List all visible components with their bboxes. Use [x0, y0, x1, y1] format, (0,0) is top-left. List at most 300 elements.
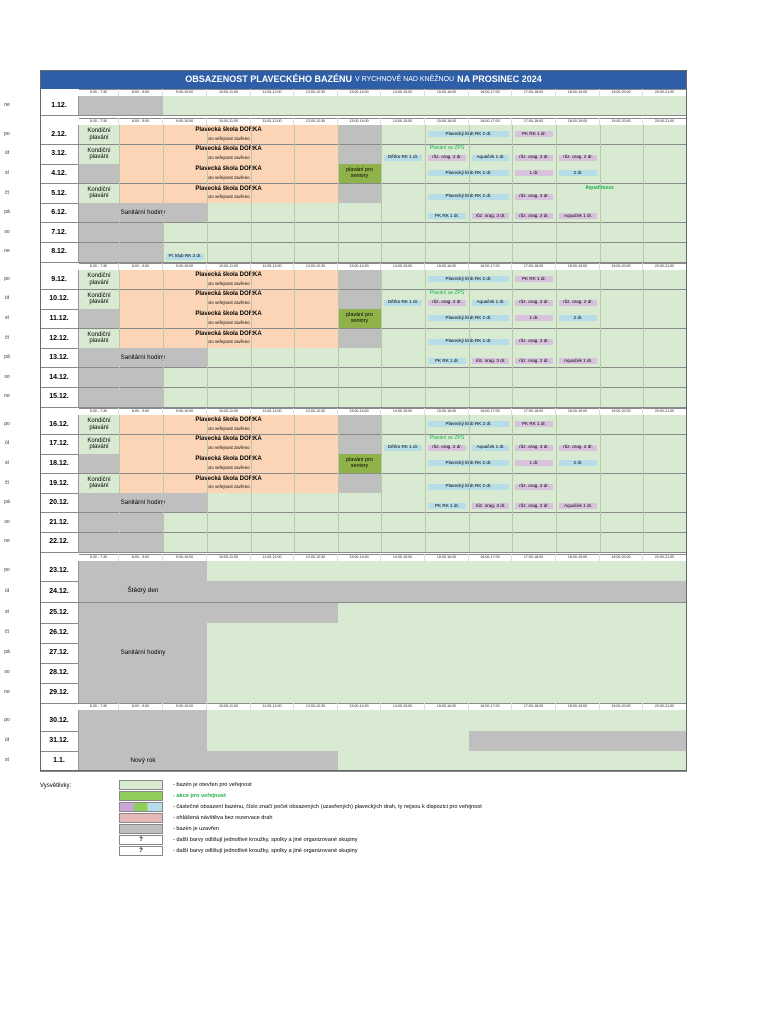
grid-line: [251, 270, 252, 407]
day-of-week: so: [4, 373, 10, 380]
lane-booking: PK RK 1 dr.: [515, 131, 553, 137]
time-slot-label: 20:00-21:00: [643, 263, 687, 270]
time-slot-label: 13:00-14:00: [338, 263, 381, 270]
legend-swatch: [119, 813, 163, 823]
open-block: [207, 731, 469, 751]
grid-line: [163, 270, 164, 407]
time-slot-label: 16:00-17:00: [469, 408, 512, 415]
lane-booking: růz. orag. 3 dr.: [515, 300, 553, 306]
time-slot-label: 18:00-19:00: [556, 554, 600, 561]
time-slot-label: 8:00 - 9:00: [119, 703, 163, 710]
time-slot-label: 19:00-20:00: [600, 408, 643, 415]
grid-line: [512, 270, 513, 407]
time-slot-label: 5:30 - 7:30: [79, 118, 119, 125]
novy-rok-label: Nový rok: [130, 756, 156, 764]
dorka-label: Plavecká škola DORKA: [195, 185, 262, 192]
grid-line: [119, 415, 120, 552]
time-slot-label: 18:00-19:00: [556, 408, 600, 415]
open-block: [207, 623, 687, 643]
time-slot-label: 8:00 - 9:00: [119, 408, 163, 415]
grid-line: [556, 415, 557, 552]
date-label: 15.12.: [40, 388, 79, 407]
time-slot-label: 20:00-21:00: [643, 703, 687, 710]
day-of-week: út: [4, 737, 10, 744]
grid-line: [556, 270, 557, 407]
day-of-week: čt: [5, 189, 9, 196]
page-title: [40, 70, 687, 89]
zavreno-label: pro veřejnost zavřeno: [207, 135, 250, 141]
dorka-label: Plavecká škola DORKA: [195, 456, 262, 463]
time-slot-label: 16:00-17:00: [469, 554, 512, 561]
closed-block: [79, 603, 338, 623]
closed-block: [338, 270, 381, 289]
lane-booking: Aquaček 1 dr.: [472, 445, 509, 451]
day-of-week: so: [4, 228, 10, 235]
lane-booking: Děťko RK 1 dr.: [384, 155, 422, 161]
zavreno-label: pro veřejnost zavřeno: [207, 425, 250, 431]
time-slot-label: 10:00-11:00: [207, 263, 251, 270]
closed-block: [79, 96, 163, 115]
day-of-week: čt: [5, 334, 9, 341]
grid-line: [163, 125, 164, 262]
time-slot-label: 10:00-11:00: [207, 703, 251, 710]
legend-swatch: [119, 802, 163, 812]
date-label: 19.12.: [40, 474, 79, 493]
grid-line: [381, 415, 382, 552]
lane-booking: Aquaček 1 dr.: [559, 503, 597, 509]
lane-booking: růz. orag. 3 dr.: [515, 194, 553, 200]
time-slot-label: 18:00-19:00: [556, 263, 600, 270]
time-slot-label: 9:00-10:00: [163, 263, 207, 270]
lane-booking: růz. orag. 2 dr.: [515, 503, 553, 509]
zavreno-label: pro veřejnost zavřeno: [207, 155, 250, 161]
date-label: 27.12.: [40, 643, 79, 663]
time-slot-label: 20:00-21:00: [643, 89, 687, 96]
time-slot-label: 9:00-10:00: [163, 554, 207, 561]
lane-booking: růz. orag. 3 dr.: [472, 358, 509, 364]
grid-line: [643, 270, 644, 407]
time-slot-label: 12:00-12:30: [294, 89, 338, 96]
time-slot-label: 13:00-14:00: [338, 703, 381, 710]
grid-line: [600, 415, 601, 552]
time-slot-label: 11:00-12:00: [251, 408, 294, 415]
date-label: 23.12.: [40, 561, 79, 581]
date-label: 16.12.: [40, 415, 79, 434]
zavreno-label: pro veřejnost zavřeno: [207, 194, 250, 200]
time-slot-label: 16:00-17:00: [469, 118, 512, 125]
date-label: 25.12.: [40, 603, 79, 623]
grid-line: [600, 125, 601, 262]
lane-booking: růz. orag. 3 dr.: [472, 213, 509, 219]
closed-block: [338, 474, 381, 493]
grid-line: [643, 415, 644, 552]
day-of-week: so: [4, 669, 10, 676]
time-slot-label: 5:30 - 7:30: [79, 408, 119, 415]
grid-line: [251, 125, 252, 262]
day-of-week: ne: [4, 393, 10, 400]
time-slot-label: 13:00-14:00: [338, 408, 381, 415]
day-of-week: st: [5, 460, 9, 467]
lane-booking: PK RK 1 dr.: [428, 213, 466, 219]
legend: [40, 780, 600, 860]
time-slot-label: 11:00-12:00: [251, 703, 294, 710]
lane-booking: Aquaček 1 dr.: [559, 213, 597, 219]
date-label: 1.1.: [40, 751, 79, 771]
dorka-label: Plavecká škola DORKA: [195, 271, 262, 278]
row-divider: [40, 552, 687, 553]
zps-label: Plavání se ZPŠ: [429, 145, 465, 152]
time-slot-label: 13:00-14:00: [338, 118, 381, 125]
closed-block: [338, 290, 381, 309]
legend-swatch: [119, 780, 163, 790]
legend-row-visit: - ohlášená návštěva bez rezervace drah: [119, 813, 599, 823]
legend-row-event: - akce pro veřejnost: [119, 791, 599, 801]
zavreno-label: pro veřejnost zavřeno: [207, 445, 250, 451]
time-slot-label: 20:00-21:00: [643, 118, 687, 125]
sanitarni-label: Sanitární hodiny: [120, 498, 166, 506]
lane-booking: růz. orag. 2 dr.: [559, 445, 597, 451]
time-slot-label: 18:00-19:00: [556, 118, 600, 125]
date-label: 20.12.: [40, 493, 79, 512]
kondicni-label: Kondiční plavání: [87, 437, 111, 451]
time-slot-label: 14:00-15:00: [381, 89, 425, 96]
date-label: 3.12.: [40, 145, 79, 164]
day-of-week: út: [4, 295, 10, 302]
closed-block: [79, 533, 163, 552]
closed-block: [79, 663, 207, 683]
closed-block: [469, 731, 687, 751]
day-of-week: út: [4, 440, 10, 447]
legend-swatch: [119, 824, 163, 834]
grid-line: [207, 125, 208, 262]
grid-line: [294, 125, 295, 262]
time-slot-label: 11:00-12:00: [251, 554, 294, 561]
open-block: [207, 561, 687, 581]
time-slot-label: 11:00-12:00: [251, 118, 294, 125]
date-label: 28.12.: [40, 663, 79, 683]
lane-booking: růz. orag. 2 dr.: [515, 358, 553, 364]
lane-booking: Plavecký klub RK 2 dr.: [428, 131, 509, 137]
date-label: 18.12.: [40, 454, 79, 473]
dorka-label: Plavecká škola DORKA: [195, 166, 262, 173]
day-of-week: čt: [5, 629, 9, 636]
time-slot-label: 14:00-15:00: [381, 263, 425, 270]
closed-block: [79, 623, 207, 643]
lane-booking: 1 dr.: [515, 315, 553, 321]
lane-booking: růz. orag. 2 dr.: [428, 445, 466, 451]
time-slot-label: 16:00-17:00: [469, 263, 512, 270]
dorka-label: Plavecká škola DORKA: [195, 126, 262, 133]
closed-block: [79, 223, 163, 242]
time-slot-label: 8:00 - 9:00: [119, 554, 163, 561]
dorka-label: Plavecká škola DORKA: [195, 436, 262, 443]
sanitarni-label: Sanitární hodiny: [120, 353, 166, 361]
time-slot-label: 10:00-11:00: [207, 554, 251, 561]
lane-booking: Plavecký klub RK 2 dr.: [428, 339, 509, 345]
date-label: 5.12.: [40, 184, 79, 203]
time-slot-label: 11:00-12:00: [251, 89, 294, 96]
time-slot-label: 14:00-15:00: [381, 408, 425, 415]
date-label: 2.12.: [40, 125, 79, 144]
legend-row-other1: ? - další barvy odlišují jednotlivé kroužky, spolky a jiné organizované skupiny: [119, 835, 599, 845]
day-of-week: po: [4, 567, 10, 574]
zps-label: Plavání se ZPŠ: [429, 290, 465, 297]
closed-block: [338, 145, 381, 164]
time-slot-label: 8:00 - 9:00: [119, 263, 163, 270]
day-of-week: st: [5, 757, 9, 764]
date-label: 11.12.: [40, 309, 79, 328]
lane-booking: Plavecký klub RK 2 dr.: [428, 315, 509, 321]
time-slot-label: 19:00-20:00: [600, 554, 643, 561]
lane-booking: růz. orag. 3 dr.: [472, 503, 509, 509]
date-label: 14.12.: [40, 368, 79, 387]
date-label: 31.12.: [40, 731, 79, 751]
day-of-week: ne: [4, 101, 10, 108]
lane-booking: Plavecký klub RK 2 dr.: [428, 170, 509, 176]
lane-booking: Aquaček 1 dr.: [472, 155, 509, 161]
time-slot-label: 17:00-18:00: [512, 263, 556, 270]
grid-line: [469, 415, 470, 552]
time-slot-label: 14:00-15:00: [381, 703, 425, 710]
stedry-label: Štědrý den: [127, 587, 159, 595]
kondicni-label: Kondiční plavání: [87, 147, 111, 161]
day-of-week: po: [4, 716, 10, 723]
time-slot-label: 5:30 - 7:30: [79, 703, 119, 710]
lane-booking: Aquaček 1 dr.: [472, 300, 509, 306]
date-label: 7.12.: [40, 223, 79, 242]
time-slot-label: 15:00-16:00: [425, 554, 469, 561]
grid-line: [512, 415, 513, 552]
time-slot-label: 10:00-11:00: [207, 408, 251, 415]
time-slot-label: 19:00-20:00: [600, 118, 643, 125]
lane-booking: růz. orag. 2 dr.: [559, 155, 597, 161]
grid-line: [294, 415, 295, 552]
title-part2: V RYCHNOVĚ NAD KNĚŽNOU: [355, 75, 455, 83]
zavreno-label: pro veřejnost zavřeno: [207, 464, 250, 470]
open-block: [338, 751, 687, 771]
time-slot-label: 10:00-11:00: [207, 89, 251, 96]
grid-line: [338, 125, 339, 262]
time-slot-label: 14:00-15:00: [381, 118, 425, 125]
kondicni-label: Kondiční plavání: [87, 292, 111, 306]
closed-block: [338, 184, 381, 203]
day-of-week: pá: [4, 354, 10, 361]
grid-line: [207, 270, 208, 407]
lane-booking: růz. orag. 3 dr.: [515, 155, 553, 161]
time-slot-label: 17:00-18:00: [512, 118, 556, 125]
closed-block: [79, 309, 119, 328]
date-label: 24.12.: [40, 581, 79, 602]
lane-booking: růz. orag. 2 dr.: [428, 300, 466, 306]
lane-booking: PK RK 1 dr.: [428, 358, 466, 364]
date-label: 26.12.: [40, 623, 79, 643]
lane-booking: Plavecký klub RK 2 dr.: [428, 421, 509, 427]
closed-block: [79, 164, 119, 183]
title-part1: OBSAZENOST PLAVECKÉHO BAZÉNU: [185, 73, 353, 84]
open-block: [207, 643, 687, 663]
seniori-label: plavání pro seniory: [346, 457, 373, 469]
closed-block: [79, 731, 207, 751]
lane-booking: Děťko RK 1 dr.: [384, 300, 422, 306]
day-of-week: út: [4, 150, 10, 157]
closed-block: [338, 415, 381, 434]
time-slot-label: 15:00-16:00: [425, 89, 469, 96]
open-block: [207, 683, 687, 703]
day-of-week: po: [4, 275, 10, 282]
grid-line: [600, 270, 601, 407]
zavreno-label: pro veřejnost zavřeno: [207, 174, 250, 180]
grid-line: [425, 270, 426, 407]
time-slot-label: 15:00-16:00: [425, 703, 469, 710]
grid-line: [163, 415, 164, 552]
date-label: 8.12.: [40, 243, 79, 262]
date-label: 17.12.: [40, 435, 79, 454]
legend-row-closed: - bazén je uzavřen: [119, 824, 599, 834]
time-slot-label: 9:00-10:00: [163, 89, 207, 96]
time-slot-label: 5:30 - 7:30: [79, 554, 119, 561]
open-block: [163, 96, 687, 115]
time-slot-label: 17:00-18:00: [512, 408, 556, 415]
time-slot-label: 10:00-11:00: [207, 118, 251, 125]
legend-row-partial: - částečné obsazení bazénu, číslo značí počet obsazených (uzavřených) plaveckých drah, ty nejsou k dispozici pro veřejnost: [119, 802, 599, 812]
day-of-week: st: [5, 315, 9, 322]
date-label: 12.12.: [40, 329, 79, 348]
lane-booking: Plavecký klub RK 2 dr.: [428, 460, 509, 466]
grid-line: [119, 270, 120, 407]
closed-block: [79, 368, 163, 387]
dorka-label: Plavecká škola DORKA: [195, 146, 262, 153]
lane-booking: 2 dr.: [559, 315, 597, 321]
zavreno-label: pro veřejnost zavřeno: [207, 339, 250, 345]
title-part3: NA PROSINEC 2024: [457, 73, 542, 84]
time-slot-label: 20:00-21:00: [643, 554, 687, 561]
time-slot-label: 13:00-14:00: [338, 89, 381, 96]
legend-row-open: - bazén je otevřen pro veřejnost: [119, 780, 599, 790]
dorka-label: Plavecká škola DORKA: [195, 311, 262, 318]
lane-booking: růz. orag. 2 dr.: [428, 155, 466, 161]
closed-block: [79, 561, 207, 581]
time-slot-label: 15:00-16:00: [425, 118, 469, 125]
date-label: 1.12.: [40, 96, 79, 115]
time-slot-label: 17:00-18:00: [512, 89, 556, 96]
open-block: [207, 663, 687, 683]
time-slot-label: 9:00-10:00: [163, 408, 207, 415]
lane-booking: růz. orag. 2 dr.: [515, 213, 553, 219]
time-slot-label: 19:00-20:00: [600, 89, 643, 96]
day-of-week: ne: [4, 538, 10, 545]
lane-booking: PK RK 1 dr.: [428, 503, 466, 509]
time-slot-label: 15:00-16:00: [425, 408, 469, 415]
open-block: [338, 603, 687, 623]
time-slot-label: 17:00-18:00: [512, 554, 556, 561]
time-slot-label: 18:00-19:00: [556, 89, 600, 96]
lane-booking: růz. orag. 3 dr.: [515, 339, 553, 345]
time-slot-label: 9:00-10:00: [163, 118, 207, 125]
day-of-week: st: [5, 170, 9, 177]
grid-line: [251, 415, 252, 552]
date-label: 21.12.: [40, 513, 79, 532]
date-label: 6.12.: [40, 203, 79, 222]
date-label: 22.12.: [40, 533, 79, 552]
grid-line: [425, 125, 426, 262]
grid-line: [469, 125, 470, 262]
time-slot-label: 14:00-15:00: [381, 554, 425, 561]
lane-booking: Plavecký klub RK 2 dr.: [428, 484, 509, 490]
time-slot-label: 8:00 - 9:00: [119, 89, 163, 96]
day-of-week: út: [4, 587, 10, 594]
lane-booking: 2 dr.: [559, 170, 597, 176]
zavreno-label: pro veřejnost zavřeno: [207, 484, 250, 490]
sanitarni-label: Sanitární hodiny: [120, 208, 166, 216]
dorka-label: Plavecká škola DORKA: [195, 416, 262, 423]
grid-line: [207, 415, 208, 552]
time-slot-label: 13:00-14:00: [338, 554, 381, 561]
date-label: 29.12.: [40, 683, 79, 703]
lane-booking: Děťko RK 1 dr.: [384, 445, 422, 451]
grid-line: [381, 270, 382, 407]
legend-swatch: [119, 791, 163, 801]
dorka-label: Plavecká škola DORKA: [195, 475, 262, 482]
closed-block: [338, 125, 381, 144]
grid-line: [425, 415, 426, 552]
closed-block: [338, 435, 381, 454]
seniori-label: plavání pro seniory: [346, 312, 373, 324]
time-slot-label: 15:00-16:00: [425, 263, 469, 270]
date-label: 10.12.: [40, 290, 79, 309]
grid-line: [643, 125, 644, 262]
grid-line: [381, 125, 382, 262]
time-slot-label: 11:00-12:00: [251, 263, 294, 270]
row-divider: [40, 115, 687, 116]
day-of-week: pá: [4, 499, 10, 506]
day-of-week: po: [4, 420, 10, 427]
lane-booking: 1 dr.: [515, 460, 553, 466]
closed-block: [79, 513, 163, 532]
kondicni-label: Kondiční plavání: [87, 273, 111, 286]
legend-title: Vysvětlivky:: [40, 783, 72, 789]
zavreno-label: pro veřejnost zavřeno: [207, 319, 250, 325]
closed-block: [79, 710, 207, 731]
time-slot-label: 12:00-12:30: [294, 118, 338, 125]
dorka-label: Plavecká škola DORKA: [195, 291, 262, 298]
lane-booking: Plavecký klub RK 2 dr.: [428, 194, 509, 200]
time-slot-label: 17:00-18:00: [512, 703, 556, 710]
grid-line: [556, 125, 557, 262]
lane-booking: Aquaček 1 dr.: [559, 358, 597, 364]
legend-swatch: ?: [119, 835, 163, 845]
grid-line: [294, 270, 295, 407]
lane-booking: Plavecký klub RK 2 dr.: [428, 276, 509, 282]
day-of-week: so: [4, 518, 10, 525]
zavreno-label: pro veřejnost zavřeno: [207, 280, 250, 286]
closed-block: [79, 454, 119, 473]
lane-booking: Pl. klub RK 2 dr.: [166, 254, 204, 260]
seniori-label: plavání pro seniory: [346, 167, 373, 179]
lane-booking: růz. orag. 3 dr.: [515, 445, 553, 451]
date-label: 13.12.: [40, 348, 79, 367]
grid-line: [512, 125, 513, 262]
day-of-week: st: [5, 609, 9, 616]
row-divider: [40, 771, 687, 772]
aquafitness-label: Aquafitness: [585, 184, 614, 191]
legend-swatch: ?: [119, 846, 163, 856]
time-slot-label: 20:00-21:00: [643, 408, 687, 415]
time-slot-label: 8:00 - 9:00: [119, 118, 163, 125]
time-slot-label: 18:00-19:00: [556, 703, 600, 710]
closed-block: [79, 683, 207, 703]
time-slot-label: 12:00-12:30: [294, 554, 338, 561]
grid-line: [469, 270, 470, 407]
